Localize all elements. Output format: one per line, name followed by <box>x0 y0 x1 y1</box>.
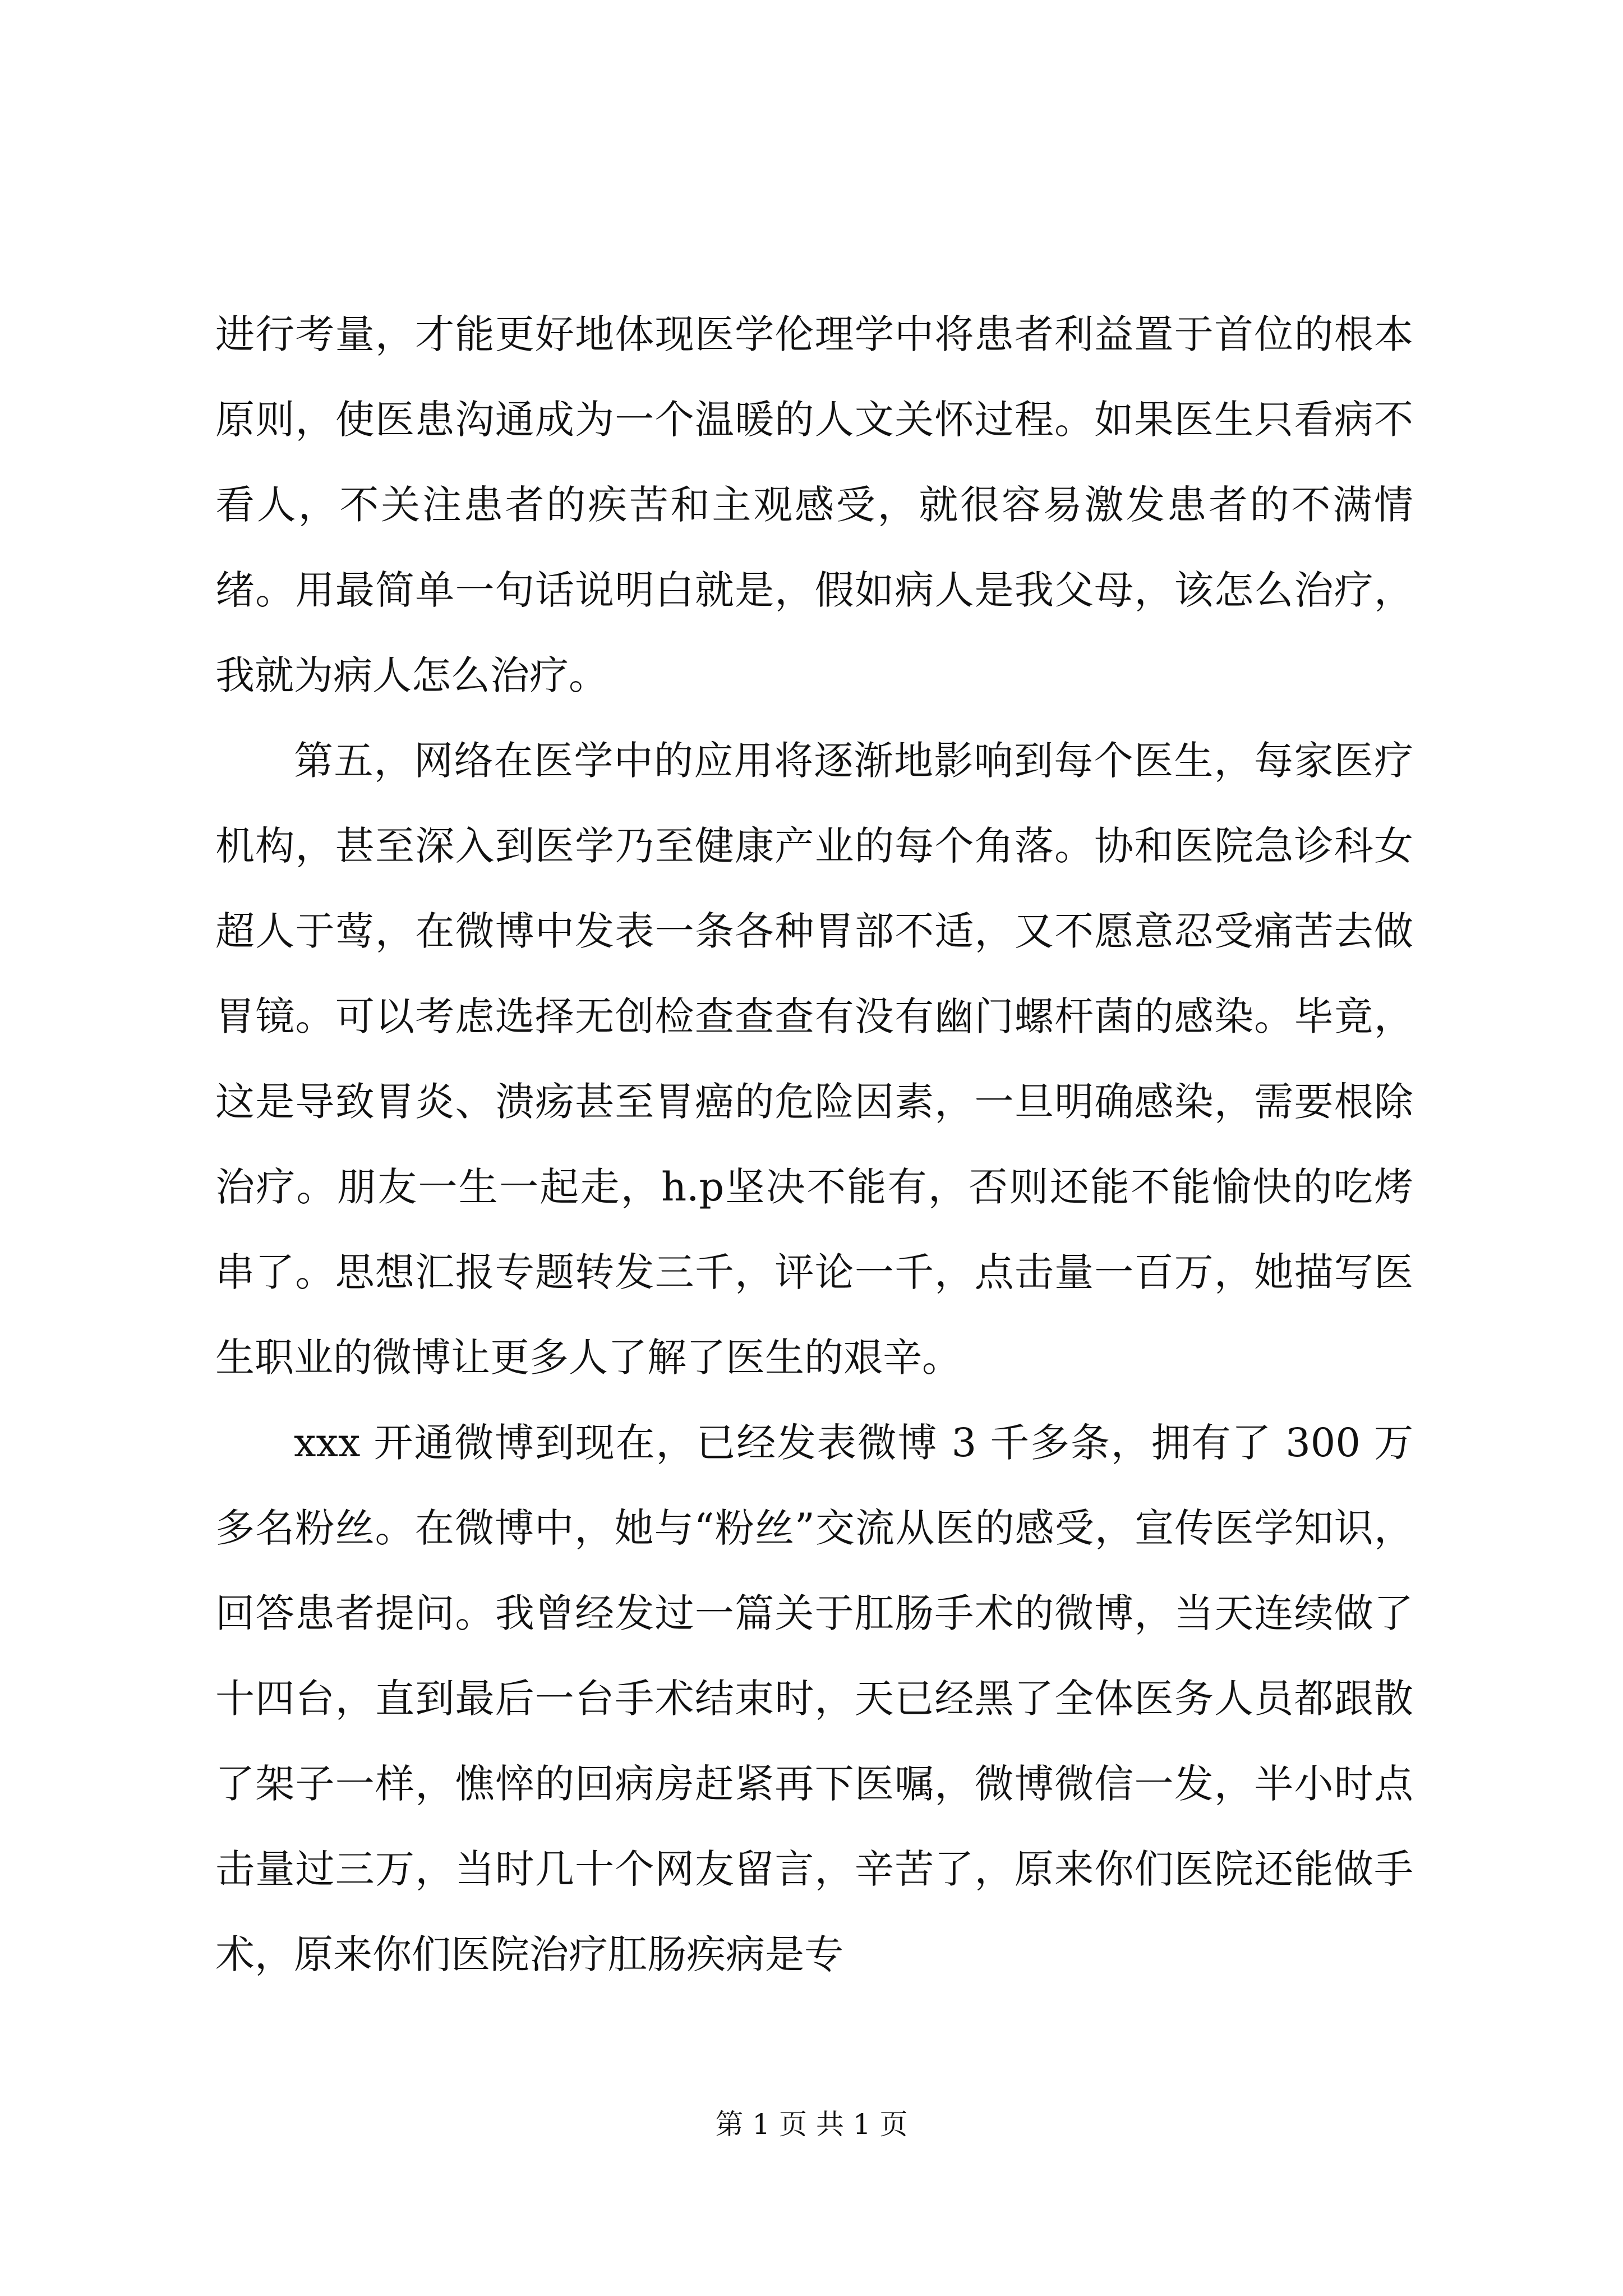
paragraph-weibo: xxx 开通微博到现在，已经发表微博 3 千多条，拥有了 300 万多名粉丝。在微博中，她与“粉丝”交流从医的感受，宣传医学知识，回答患者提问。我曾经发过一篇关于肛肠手术的微博，当天连续做了十四台，直到最后一台手术结束时，天已经黑了全体医务人员都跟散了架子一样，憔悴的回病房赶紧再下医嘱，微博微信一发，半小时点击量过三万，当时几十个网友留言，辛苦了，原来你们医院还能做手术，原来你们医院治疗肛肠疾病是专 <box>215 1420 1413 1977</box>
paragraph-continued: 进行考量，才能更好地体现医学伦理学中将患者利益置于首位的根本原则，使医患沟通成为一个温暖的人文关怀过程。如果医生只看病不看人，不关注患者的疾苦和主观感受，就很容易激发患者的不满情绪。用最简单一句话说明白就是，假如病人是我父母，该怎么治疗，我就为病人怎么治疗。 <box>215 311 1413 698</box>
paragraph-fifth-point: 第五，网络在医学中的应用将逐渐地影响到每个医生，每家医疗机构，甚至深入到医学乃至健康产业的每个角落。协和医院急诊科女超人于莺，在微博中发表一条各种胃部不适，又不愿意忍受痛苦去做胃镜。可以考虑选择无创检查查查有没有幽门螺杆菌的感染。毕竟，这是导致胃炎、溃疡甚至胃癌的危险因素，一旦明确感染，需要根除治疗。朋友一生一起走，h.p坚决不能有，否则还能不能愉快的吃烤串了。思想汇报专题转发三千，评论一千，点击量一百万，她描写医生职业的微博让更多人了解了医生的艰辛。 <box>215 738 1413 1381</box>
page-footer: 第 1 页 共 1 页 <box>715 2108 908 2141</box>
document-body <box>215 292 1413 1997</box>
